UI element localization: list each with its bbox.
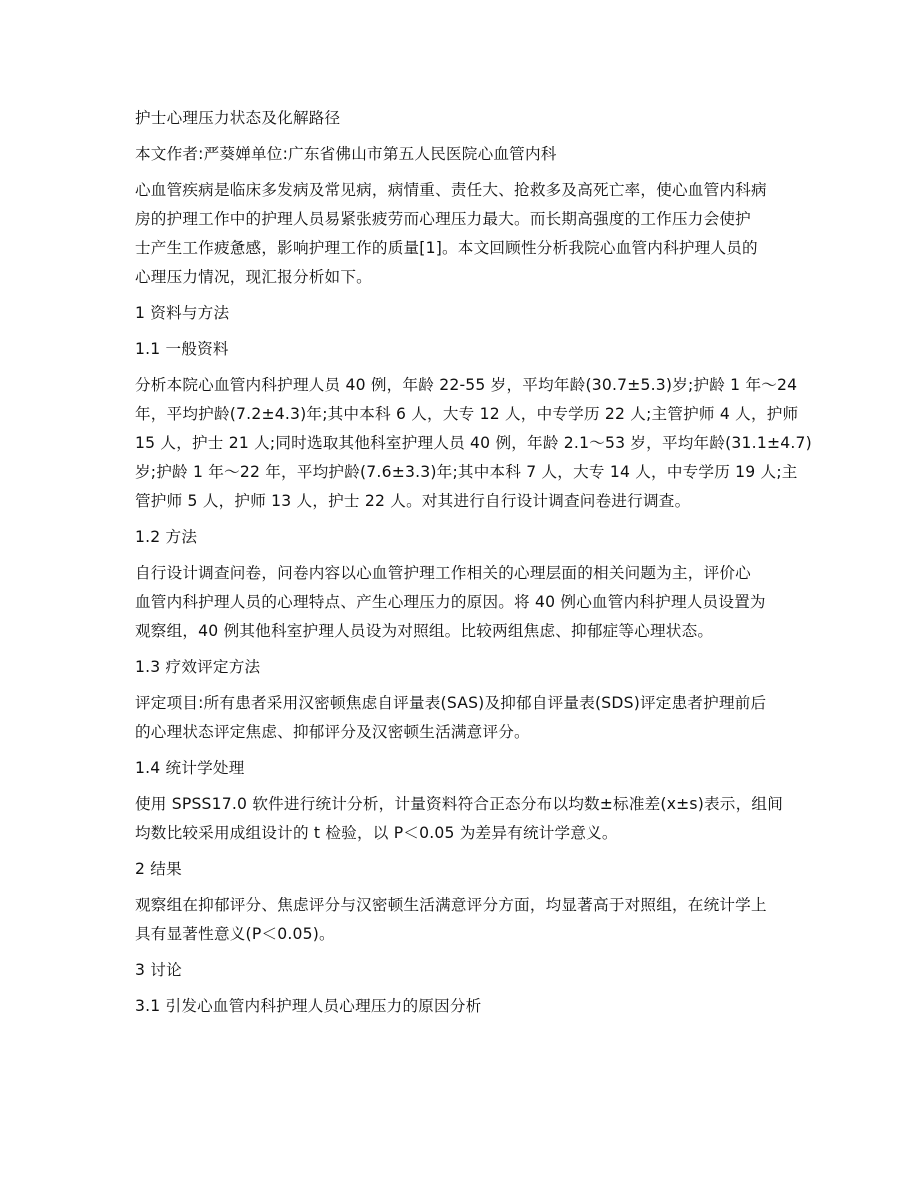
author-line — [135, 140, 795, 169]
document-title — [135, 104, 795, 133]
text-line: 血管内科护理人员的心理特点、产生心理压力的原因。将 40 例心血管内科护理人员设置为 — [135, 593, 766, 611]
section-heading — [135, 299, 795, 328]
text-line: 1.1 一般资料 — [135, 340, 229, 358]
text-line: 15 人，护士 21 人;同时选取其他科室护理人员 40 例，年龄 2.1～53 岁，平均年龄(31.1±4.7) — [135, 434, 812, 452]
text-line: 使用 SPSS17.0 软件进行统计分析，计量资料符合正态分布以均数±标准差(x±s)表示，组间 — [135, 795, 783, 813]
section-heading — [135, 523, 795, 552]
text-line: 岁;护龄 1 年～22 年，平均护龄(7.6±3.3)年;其中本科 7 人，大专 14 人，中专学历 19 人;主 — [135, 463, 798, 481]
paragraph — [135, 176, 795, 292]
paragraph — [135, 891, 795, 949]
text-line: 房的护理工作中的护理人员易紧张疲劳而心理压力最大。而长期高强度的工作压力会使护 — [135, 210, 751, 228]
text-line: 1.2 方法 — [135, 528, 198, 546]
text-line: 本文作者:严葵婵单位:广东省佛山市第五人民医院心血管内科 — [135, 145, 557, 163]
text-line: 评定项目:所有患者采用汉密顿焦虑自评量表(SAS)及抑郁自评量表(SDS)评定患者护理前后 — [135, 694, 767, 712]
text-line: 年，平均护龄(7.2±4.3)年;其中本科 6 人，大专 12 人，中专学历 22 人;主管护师 4 人，护师 — [135, 405, 799, 423]
text-line: 1.3 疗效评定方法 — [135, 658, 261, 676]
text-line: 士产生工作疲惫感，影响护理工作的质量[1]。本文回顾性分析我院心血管内科护理人员的 — [135, 239, 758, 257]
section-heading — [135, 992, 795, 1021]
text-line: 观察组，40 例其他科室护理人员设为对照组。比较两组焦虑、抑郁症等心理状态。 — [135, 622, 714, 640]
section-heading — [135, 855, 795, 884]
text-line: 心血管疾病是临床多发病及常见病，病情重、责任大、抢救多及高死亡率，使心血管内科病 — [135, 181, 767, 199]
text-line: 2 结果 — [135, 860, 182, 878]
section-heading — [135, 335, 795, 364]
document-body — [135, 104, 812, 1028]
paragraph — [135, 790, 795, 848]
text-line: 的心理状态评定焦虑、抑郁评分及汉密顿生活满意评分。 — [135, 723, 530, 741]
text-line: 1 资料与方法 — [135, 304, 230, 322]
text-line: 1.4 统计学处理 — [135, 759, 245, 777]
paragraph — [135, 689, 795, 747]
text-line: 观察组在抑郁评分、焦虑评分与汉密顿生活满意评分方面，均显著高于对照组，在统计学上 — [135, 896, 767, 914]
text-line: 自行设计调查问卷，问卷内容以心血管护理工作相关的心理层面的相关问题为主，评价心 — [135, 564, 751, 582]
text-line: 护士心理压力状态及化解路径 — [135, 109, 341, 127]
text-line: 均数比较采用成组设计的 t 检验，以 P＜0.05 为差异有统计学意义。 — [135, 824, 618, 842]
section-heading — [135, 956, 795, 985]
paragraph — [135, 559, 795, 646]
text-line: 3.1 引发心血管内科护理人员心理压力的原因分析 — [135, 997, 482, 1015]
section-heading — [135, 754, 795, 783]
text-line: 管护师 5 人，护师 13 人，护士 22 人。对其进行自行设计调查问卷进行调查。 — [135, 492, 691, 510]
text-line: 分析本院心血管内科护理人员 40 例，年龄 22-55 岁，平均年龄(30.7±5.3)岁;护龄 1 年～24 — [135, 376, 798, 394]
text-line: 具有显著性意义(P＜0.05)。 — [135, 925, 335, 943]
text-line: 心理压力情况，现汇报分析如下。 — [135, 268, 372, 286]
section-heading — [135, 653, 795, 682]
paragraph — [135, 371, 812, 516]
text-line: 3 讨论 — [135, 961, 182, 979]
